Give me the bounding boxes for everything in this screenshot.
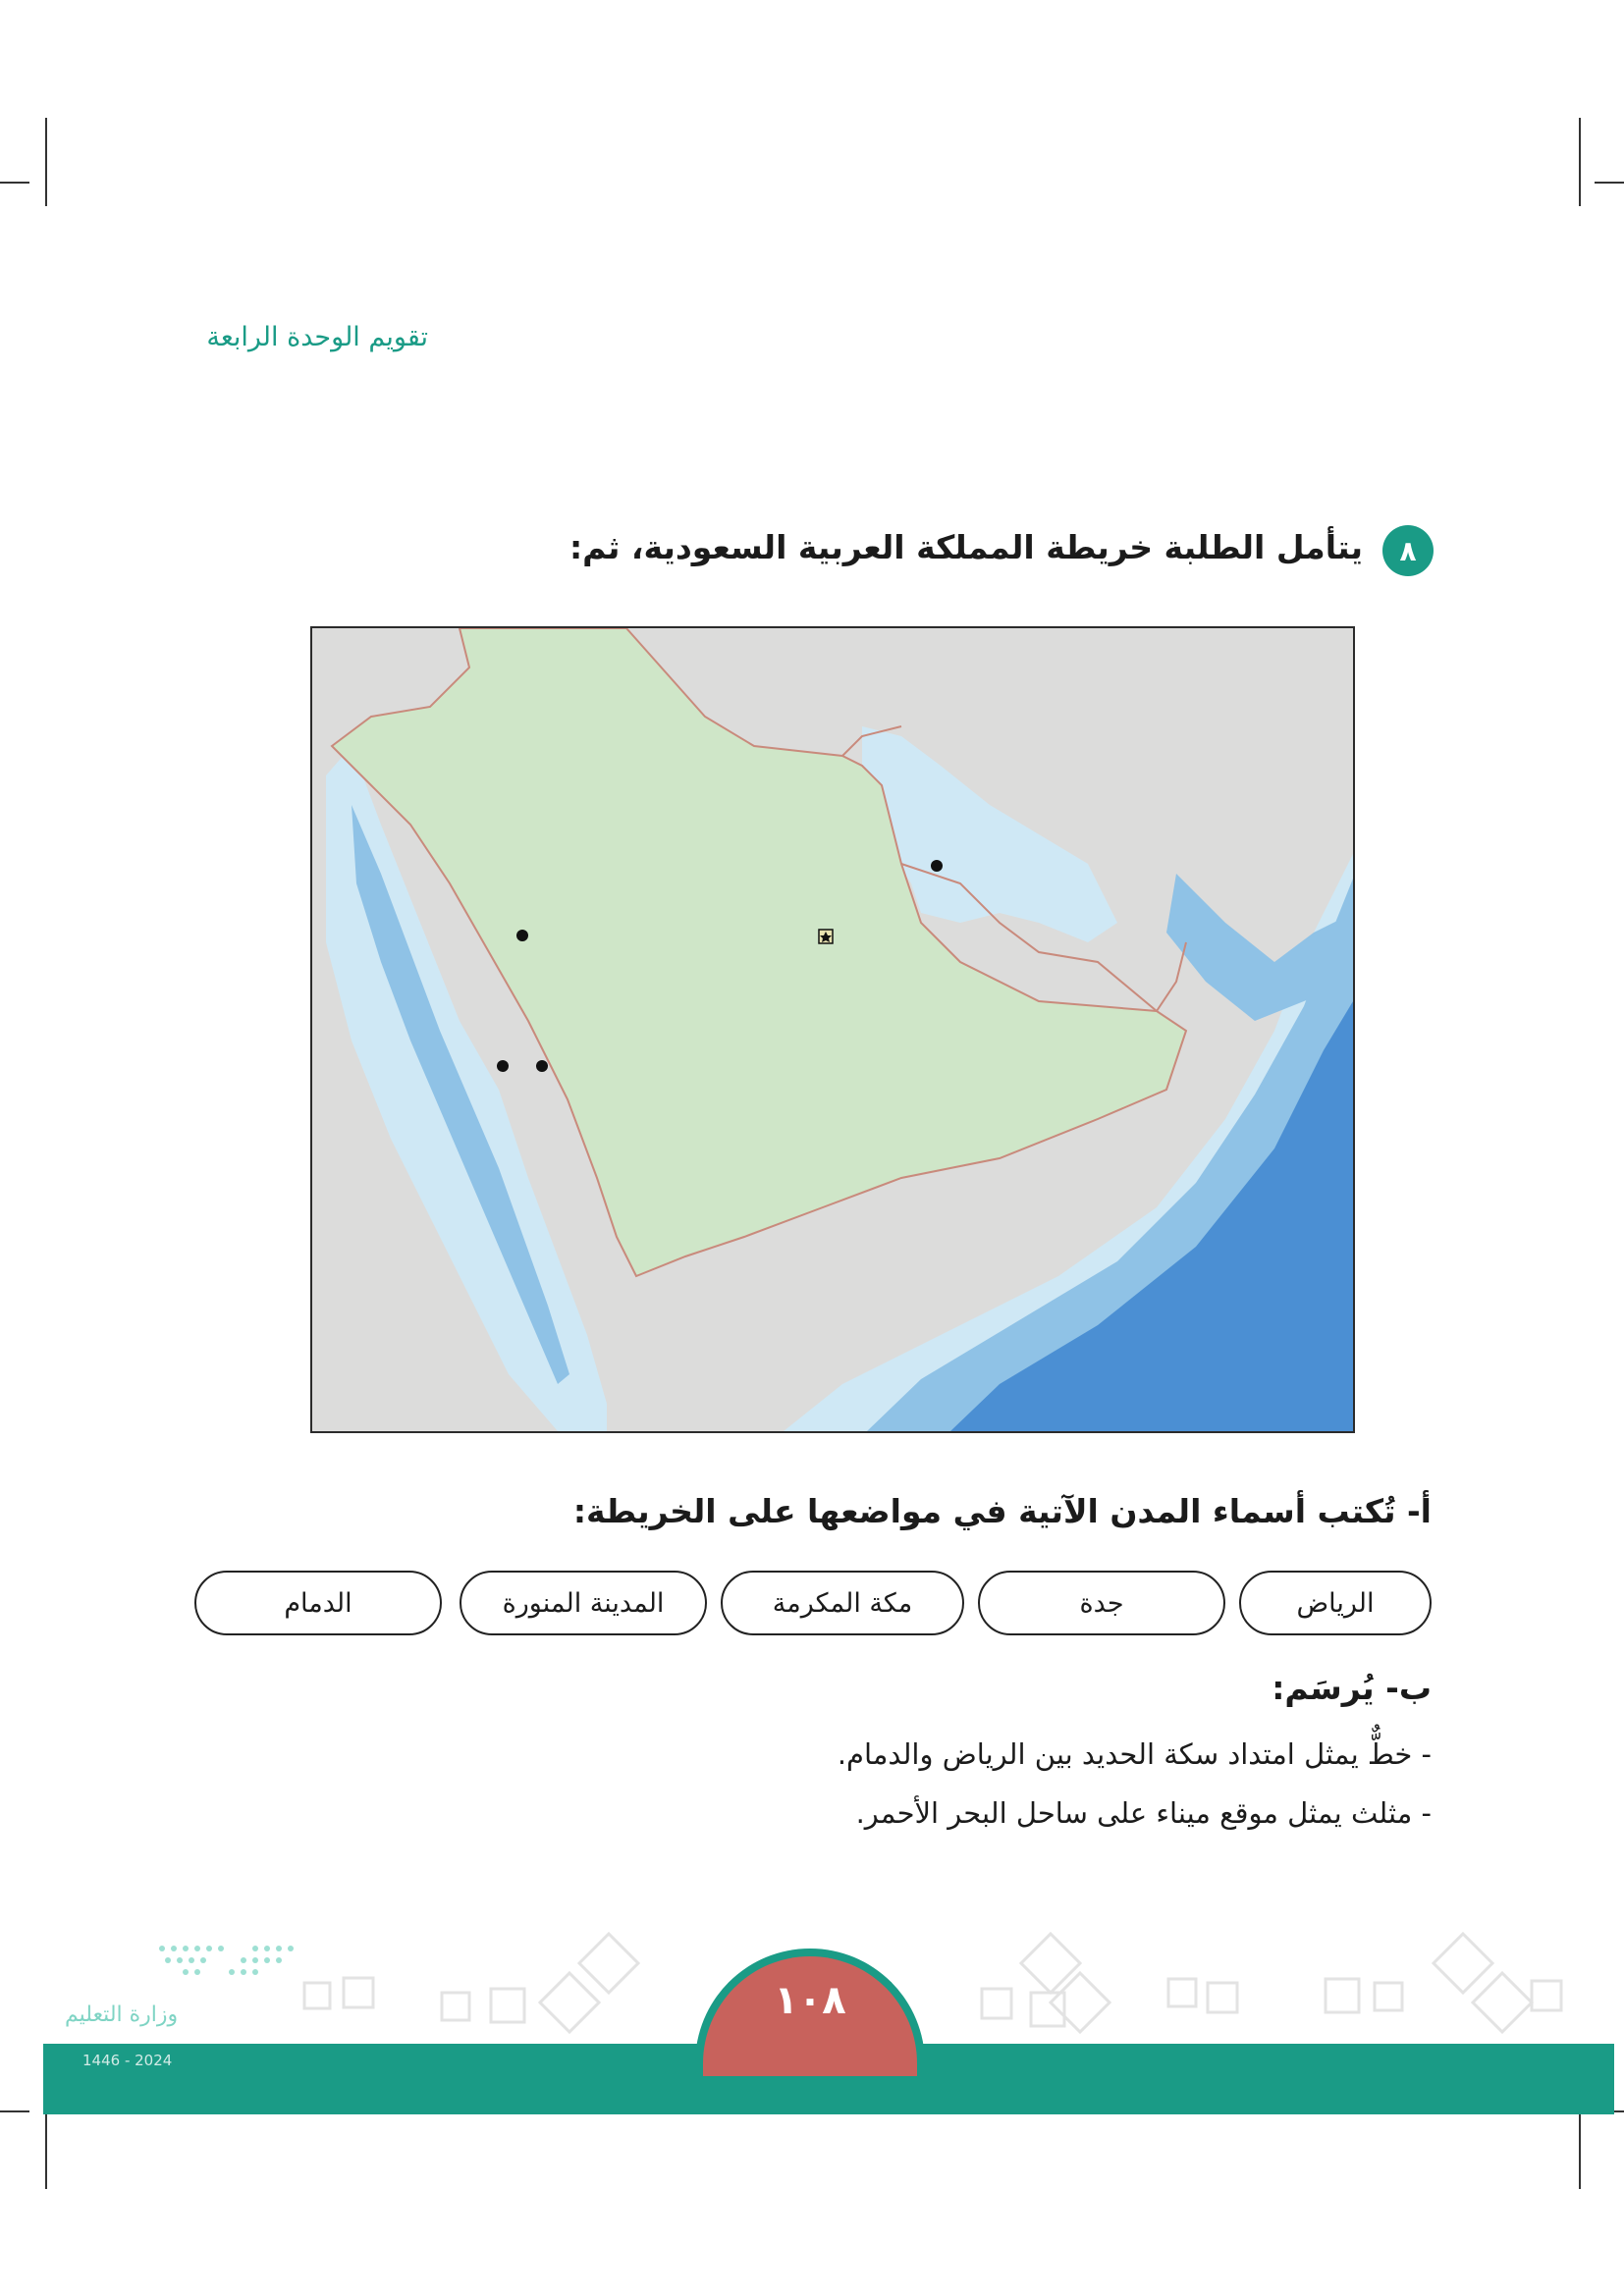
city-option-jeddah[interactable]: جدة [978,1571,1225,1635]
city-option-makkah[interactable]: مكة المكرمة [721,1571,964,1635]
city-dot-icon [497,1060,509,1072]
capital-star-icon [819,930,833,943]
crop-mark [1579,118,1581,206]
draw-item-port: - مثلث يمثل موقع ميناء على ساحل البحر الأحمر. [855,1796,1432,1830]
map-graphic [312,628,1353,1431]
city-option-riyadh[interactable]: الرياض [1239,1571,1432,1635]
ministry-logo-text: وزارة التعليم [65,2002,179,2027]
question-text: يتأمل الطلبة خريطة المملكة العربية السعودية، ثم: [568,528,1363,566]
city-dot-icon [516,930,528,941]
section-title: تقويم الوحدة الرابعة [206,322,428,352]
page-number: ١٠٨ [774,1978,846,2023]
crop-mark [45,118,47,206]
crop-mark [0,2110,29,2112]
crop-mark [1595,182,1624,184]
city-option-dammam[interactable]: الدمام [194,1571,442,1635]
city-dot-icon [536,1060,548,1072]
border-line [1157,942,1186,1011]
crop-mark [0,182,29,184]
city-dot-icon [931,860,943,872]
saudi-map[interactable] [310,626,1355,1433]
part-b-instruction: ب- يُرسَم: [1272,1669,1432,1707]
ministry-logo-year: 2024 - 1446 [82,2052,173,2069]
part-a-instruction: أ- تُكتب أسماء المدن الآتية في مواضعها على الخريطة: [572,1492,1432,1530]
question-number-badge: ٨ [1382,525,1434,576]
draw-item-railway: - خطٌّ يمثل امتداد سكة الحديد بين الرياض والدمام. [837,1737,1432,1771]
city-option-madinah[interactable]: المدينة المنورة [460,1571,707,1635]
city-options [194,1571,1432,1639]
